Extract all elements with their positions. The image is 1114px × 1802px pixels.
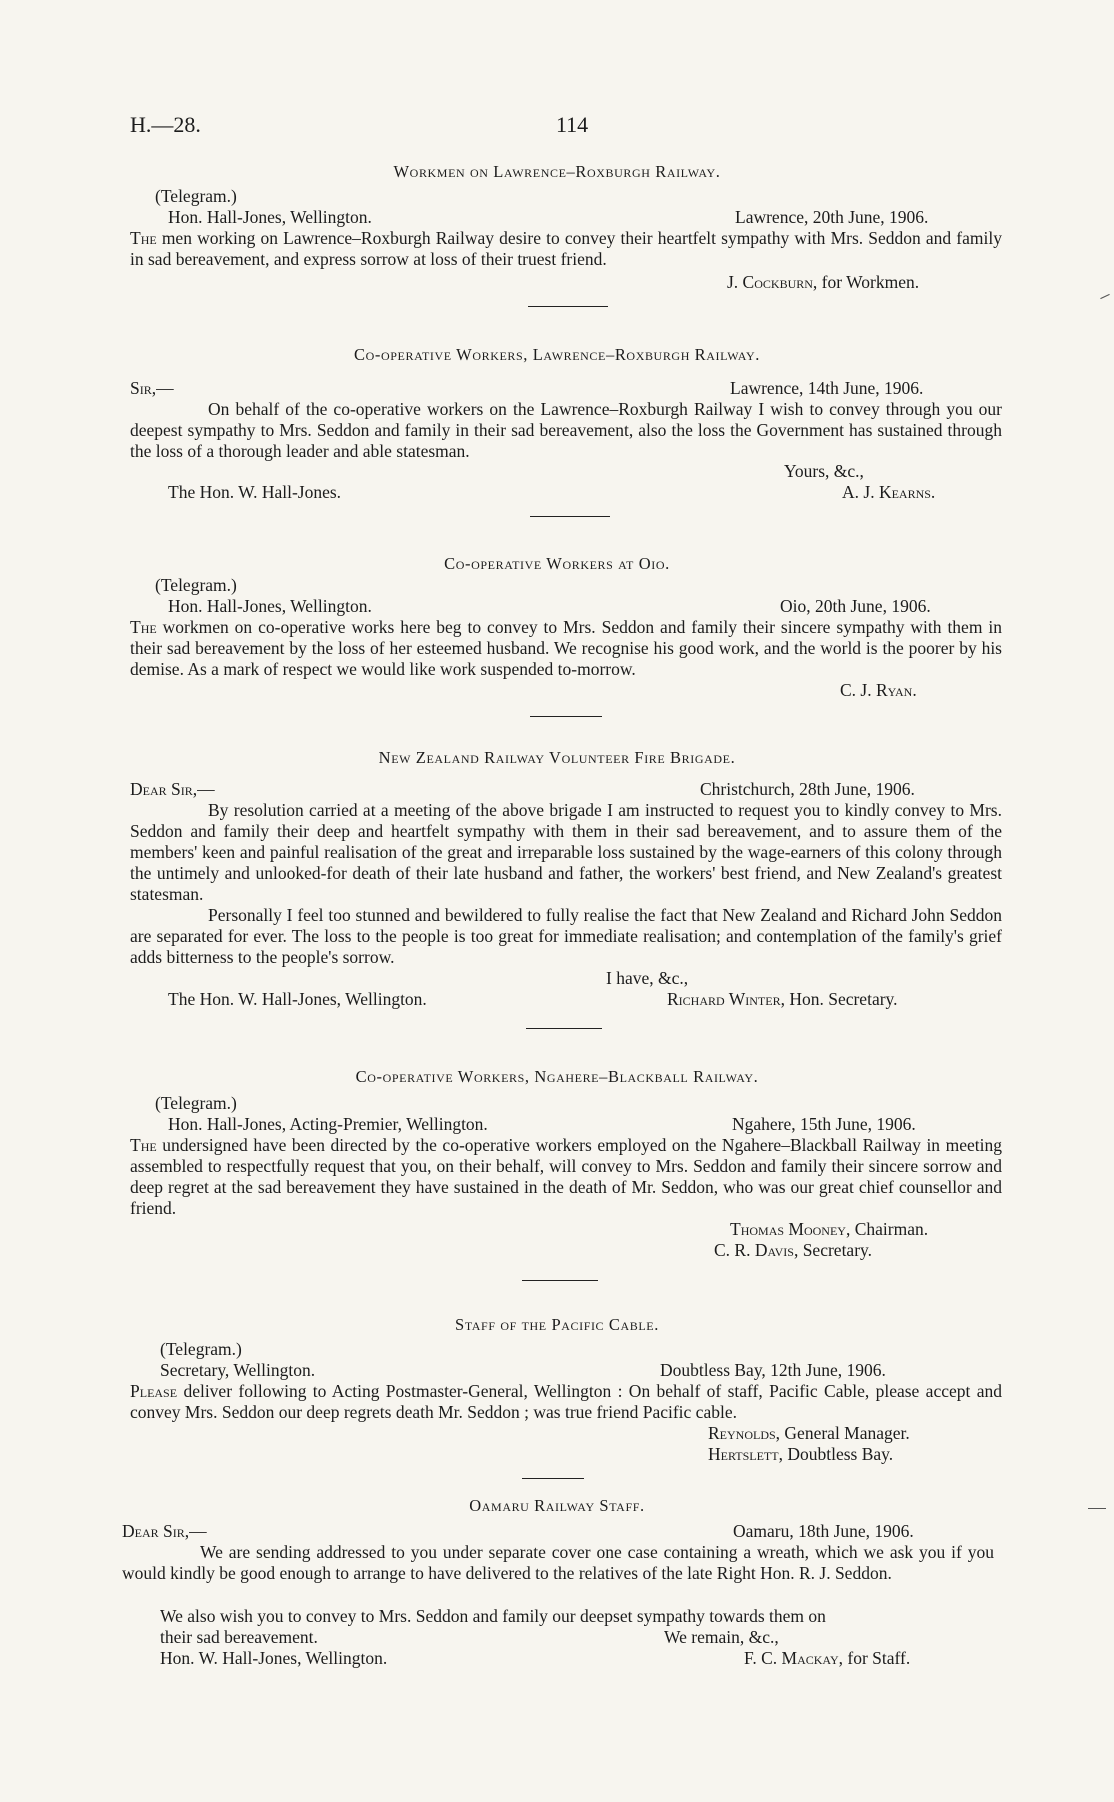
signature xyxy=(744,1648,910,1669)
section-heading: Staff of the Pacific Cable. xyxy=(455,1315,659,1334)
section-divider xyxy=(530,516,610,517)
addressee: Hon. W. Hall-Jones, Wellington. xyxy=(160,1648,388,1668)
signature-1 xyxy=(708,1423,910,1444)
addressee: Hon. Hall-Jones, Acting-Premier, Wellington. xyxy=(168,1114,488,1134)
message-body xyxy=(130,617,1002,680)
document-reference: H.—28. xyxy=(130,112,201,137)
body-text: men working on Lawrence–Roxburgh Railway desire to convey their heartfelt sympathy with Mrs. Seddon and family in sad bereavement, and express sorrow at loss of their truest friend. xyxy=(130,228,1002,269)
signatory-name: Richard Winter, xyxy=(667,989,785,1009)
salutation: Dear Sir,— xyxy=(130,779,215,799)
section-divider xyxy=(526,1028,602,1029)
letter-paragraph-2-line-2: their sad bereavement. xyxy=(160,1627,318,1647)
signatory-role: Secretary. xyxy=(798,1240,873,1260)
place-date: Ngahere, 15th June, 1906. xyxy=(732,1114,916,1134)
salutation: Dear Sir,— xyxy=(122,1521,207,1541)
addressee: Hon. Hall-Jones, Wellington. xyxy=(168,596,372,616)
scan-margin-mark xyxy=(1088,1508,1106,1509)
section-divider xyxy=(522,1280,598,1281)
section-divider xyxy=(530,716,602,717)
signatory-role: Hon. Secretary. xyxy=(784,989,898,1009)
signature: C. J. Ryan. xyxy=(840,680,917,700)
lead-word: The xyxy=(130,228,157,248)
signature-2 xyxy=(708,1444,893,1465)
signatory-role: Doubtless Bay. xyxy=(782,1444,894,1464)
addressee: Hon. Hall-Jones, Wellington. xyxy=(168,207,372,227)
closing: I have, &c., xyxy=(606,968,689,988)
page-number: 114 xyxy=(556,112,589,137)
section-divider xyxy=(522,1478,584,1479)
signatory-name: J. Cockburn, xyxy=(727,272,818,292)
place-date: Lawrence, 14th June, 1906. xyxy=(730,378,924,398)
addressee: The Hon. W. Hall-Jones. xyxy=(168,482,342,502)
salutation: Sir,— xyxy=(130,378,174,398)
telegram-label: (Telegram.) xyxy=(155,575,237,595)
signatory-name: Hertslett, xyxy=(708,1444,783,1464)
letter-paragraph-2-line-1: We also wish you to convey to Mrs. Seddon and family our deepset sympathy towards them on xyxy=(160,1606,826,1626)
signatory-name: Reynolds, xyxy=(708,1423,781,1443)
section-divider xyxy=(528,306,608,307)
telegram-label: (Telegram.) xyxy=(160,1339,242,1359)
place-date: Oamaru, 18th June, 1906. xyxy=(733,1521,914,1541)
message-body xyxy=(130,228,1002,270)
place-date: Doubtless Bay, 12th June, 1906. xyxy=(660,1360,886,1380)
signatory-name: C. R. Davis, xyxy=(714,1240,799,1260)
place-date: Christchurch, 28th June, 1906. xyxy=(700,779,915,799)
section-heading: New Zealand Railway Volunteer Fire Brigade. xyxy=(378,748,736,767)
letter-paragraph-2: Personally I feel too stunned and bewildered to fully realise the fact that New Zealand and Richard John Seddon are separated for ever. The loss to the people is too great for immediate realisation; and contemplation of the family's grief adds bitterness to the people's sorrow. xyxy=(130,905,1002,967)
place-date: Oio, 20th June, 1906. xyxy=(780,596,931,616)
section-heading: Workmen on Lawrence–Roxburgh Railway. xyxy=(393,162,721,181)
body-text: deliver following to Acting Postmaster-General, Wellington : On behalf of staff, Pacific Cable, please accept and convey Mrs. Seddon our deep regrets death Mr. Seddon ; was true friend Pacific cable. xyxy=(130,1381,1002,1422)
body-text: undersigned have been directed by the co-operative workers employed on the Ngahere–Blackball Railway in meeting assembled to respectfully request that you, on their behalf, will convey to Mrs. Seddon and family their sincere sorrow and deep regret at the sad bereavement they have sustained in the death of Mr. Seddon, who was our great chief counsellor and friend. xyxy=(130,1135,1002,1218)
signature: A. J. Kearns. xyxy=(842,482,936,502)
section-heading: Co-operative Workers at Oio. xyxy=(444,554,670,573)
section-heading: Oamaru Railway Staff. xyxy=(469,1496,645,1515)
closing: We remain, &c., xyxy=(664,1627,779,1647)
message-body xyxy=(130,1381,1002,1423)
closing: Yours, &c., xyxy=(784,461,864,481)
signatory-name: Thomas Mooney, xyxy=(730,1219,851,1239)
letter-paragraph-1: By resolution carried at a meeting of the above brigade I am instructed to request you to kindly convey to Mrs. Seddon and family their deep and heartfelt sympathy with them in their sad bereavement, and to assure them of the members' keen and painful realisation of the great and irreparable loss sustained by the wage-earners of this colony through the untimely and unlooked-for death of their late husband and father, the workers' best friend, and New Zealand's greatest statesman. xyxy=(130,800,1002,904)
lead-word: Please xyxy=(130,1381,178,1401)
signature-1 xyxy=(730,1219,928,1240)
signatory-role: for Staff. xyxy=(843,1648,911,1668)
letter-body: On behalf of the co-operative workers on the Lawrence–Roxburgh Railway I wish to convey through you our deepest sympathy to Mrs. Seddon and family in their sad bereavement, also the loss the Government has sustained through the loss of a thorough leader and able statesman. xyxy=(130,399,1002,461)
body-text: workmen on co-operative works here beg to convey to Mrs. Seddon and family their sincere sympathy with them in their sad bereavement by the loss of her esteemed husband. We recognise his good work, and the world is the poorer by his demise. As a mark of respect we would like work suspended to-morrow. xyxy=(130,617,1002,679)
signatory-role: General Manager. xyxy=(780,1423,910,1443)
signatory-role: Chairman. xyxy=(850,1219,929,1239)
message-body xyxy=(130,1135,1002,1219)
lead-word: The xyxy=(130,617,157,637)
signature-2 xyxy=(714,1240,872,1261)
signatory-name: F. C. Mackay, xyxy=(744,1648,844,1668)
signature xyxy=(667,989,898,1010)
telegram-label: (Telegram.) xyxy=(155,1093,237,1113)
addressee: The Hon. W. Hall-Jones, Wellington. xyxy=(168,989,427,1009)
signatory-role: for Workmen. xyxy=(817,272,920,292)
signature xyxy=(727,272,919,293)
section-heading: Co-operative Workers, Ngahere–Blackball Railway. xyxy=(355,1067,759,1086)
scan-margin-mark xyxy=(1100,294,1109,299)
section-heading: Co-operative Workers, Lawrence–Roxburgh Railway. xyxy=(354,345,760,364)
place-date: Lawrence, 20th June, 1906. xyxy=(735,207,929,227)
telegram-label: (Telegram.) xyxy=(155,186,237,206)
addressee: Secretary, Wellington. xyxy=(160,1360,316,1380)
letter-paragraph-1: We are sending addressed to you under separate cover one case containing a wreath, which we ask you if you would kindly be good enough to arrange to have delivered to the relatives of the late Right Hon. R. J. Seddon. xyxy=(122,1542,994,1583)
lead-word: The xyxy=(130,1135,157,1155)
